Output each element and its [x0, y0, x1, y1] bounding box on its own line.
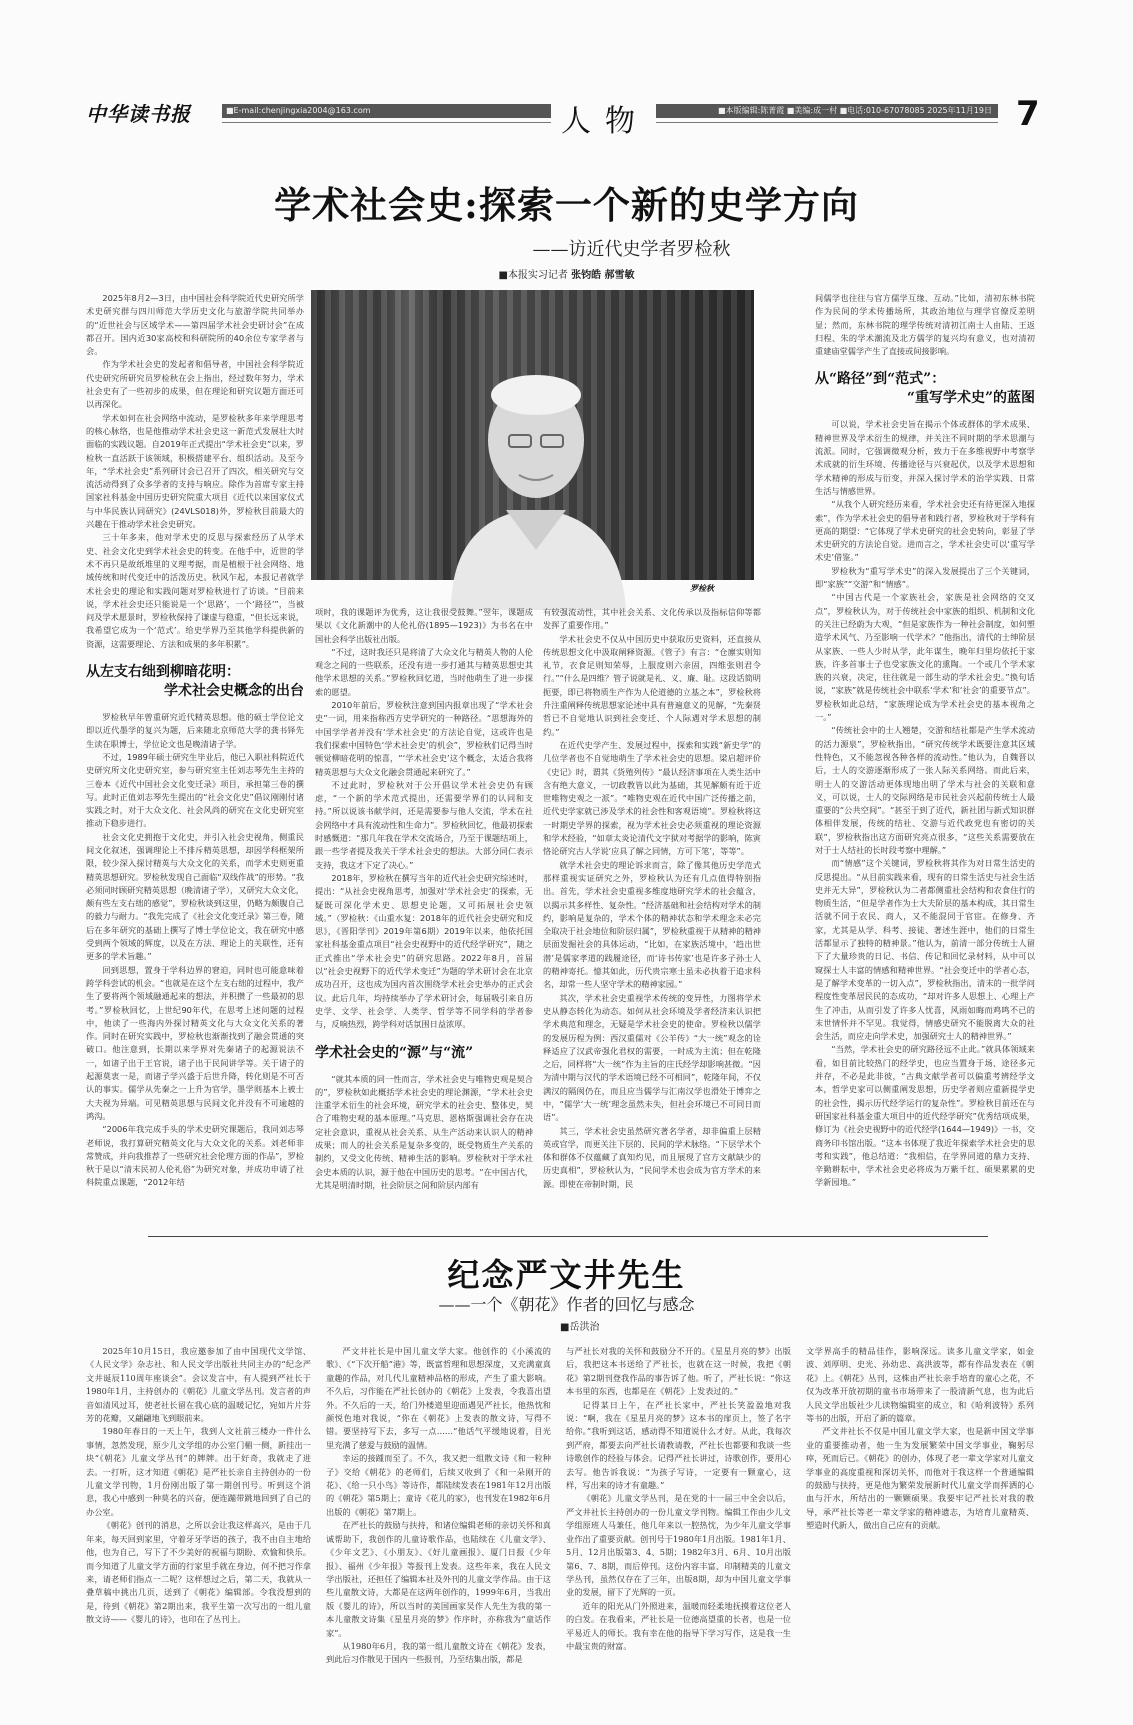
- article2-column-4: [806, 1345, 1034, 1615]
- article-byline: [0, 266, 1133, 281]
- article-subtitle: ——访近代史学者罗检秋: [532, 239, 731, 260]
- heading-line-2: 学术社会史概念的出台: [164, 683, 304, 700]
- paragraph: “2006年我完成手头的学术史研究课题后，我同刘志琴老师说，我打算研究精英文化与大众文化的关系。刘老师非常赞成，并向我推荐了一些研究社会伦理方面的作品”，罗检秋于是以“清末民初人伦礼俗”为研究对象，并成功申请了社科院重点课题，“2012年结: [86, 1124, 304, 1188]
- paragraph: 罗检秋早年曾重研究近代精英思想。他的硕士学位论文即以近代墨学的复兴为题，后来随北京师范大学的龚书铎先生读在职博士，学位论文也是晚清诸子学。: [86, 712, 304, 749]
- portrait-photo: [311, 290, 754, 580]
- paragraph: “就其本质的同一性而言，学术社会史与唯物史观是契合的”，罗检秋如此概括学术社会史的理论渊源，“学术社会史注重学术衍生的社会环境，研究学术的社会史、整体史，契合了唯物史观的基本原理。”马克思、恩格斯强调社会存在决定社会意识，重视从社会关系、从生产活动来认识人的精神成果；而人的社会关系是复杂多变的，既受物质生产关系的制约，又受文化传统、精神生活的影响。罗检秋对于学术社会史本质的认识，源于他在中国历史的思考。“在中国古代，尤其是明清时期，社会阶层之间和阶层内部有: [315, 1073, 533, 1190]
- paragraph: 2010年前后，罗检秋注意到国内报章出现了“学术社会史”一词，用来指称西方史学研究的一种路径。“思想海外的中国学学者并没有‘学术社会史’的方法论自觉，这或许也是我们探索中国特色‘学术社会史’的机会”，罗检秋们记得当时顿觉柳暗花明的惊喜，“‘学术社会史’这个概念，太适合我将精英思想与大众文化融会贯通起来研究了。”: [315, 700, 533, 777]
- paragraph: 而“情感”这个关键词，罗检秋将其作为对日常生活史的反思提出。“从目前实践来看，现有的日常生活史与社会生活史并无大异”，罗检秋认为二者都侧重社会结构和农食住行的物质生活，“但是学者作为士大夫阶层的基本构成，其日常生活就不同于农民、商人，又不能混同于官宦。在修身、齐家，尤其是从学、科考、接徒、著述生涯中，他们的日常生活都显示了独特的精神景。”他认为，前清一部分传统士人留下了大量珍贵的日记、书信、传记和回忆录材料，从中可以窥探士人丰富的情感和精神世界。“社会变迁中的学者心态，是了解学术变革的一切入点”，罗检秋指出，清末的一批学问程度性变革居民民的态成功，“却对许多人思想上、心理上产生了冲击，从而引发了许多人忧喜，风雨如晦而鸡鸣不已的末世情怀并不罕见。我觉得，情感史研究不能脱离大众的社会生活，而应走向学术史，加强研究士人的精神世界。”: [815, 858, 1035, 1042]
- paragraph: 其三，学术社会史虽然研究著名学者，却非偏重上层精英或官学，而更关注下层的、民间的学术脉络。“下层学术个体和群体不仅蕴藏了真知灼见，而且展现了官方文献缺少的历史真相”，罗检秋认为，“民间学术也会成为官方学术的来源。即使在帝制时期，民: [543, 1125, 761, 1189]
- paragraph: 《朝花》儿童文学丛刊，是在党的十一届三中全会以后，严文井社长主持创办的一份儿童文学刊物。编辑工作由少儿文学组原班人马兼任，他几年来以一腔热忱，为少年儿童文学事业作出了重要贡献。创刊号于1980年1月出版。1981年1月、5月、12月出版第3、4、5期；1982年3月、6月、10月出版第6、7、8期，而后停刊。这份内容丰富、印制精美的儿童文学丛刊，虽然仅存在了三年，出版8期，却为中国儿童文学事业的发展，留下了光辉的一页。: [566, 1493, 791, 1598]
- paragraph: 其次，学术社会史重视学术传统的变异性，力图将学术史从静态转化为动态。如何从社会环境及学者经济来认识把学术典范和理念，无疑是学术社会史的使命。罗检秋以儒学的发展历程为例：西汉重儒对《公羊传》“大一统”观念的诠释适应了汉武帝强化君权的需要，一时成为主流；但在乾隆之后，同样将“大一统”作为主旨的庄氏经学却影响甚微。“因为清中期与汉代的学术语境已经不可相同”，乾隆年间，不仅满汉的隔阂仍在，而且应当儒学与汇南汉学也滑处于博弈之中，“儒学‘大一统’理念虽然未失，但社会环境已不可同日而语”。: [543, 992, 761, 1123]
- byline-names: 张钧皓 郝雪敏: [571, 270, 635, 281]
- paragraph: 记得某日上午，在严社长家中，严社长笑盈盈地对我说：“啊，我在《星星月亮的梦》这本书的扉页上，签了名字给你。”我听到这话，感动得不知道说什么才好。从此，我每次到严府，都要去向严社长请教请教，严社长也都要和我谈一些诗歌创作的经验与体会。记得严社长讲过，诗歌创作，要用心去写。他告诉我说：“为孩子写诗，一定要有一颗童心，这样，写出来的诗才有童趣。”: [566, 1399, 791, 1491]
- article2-column-1: [86, 1345, 311, 1625]
- paragraph: 三十年多来，他对学术史的反思与探索经历了从学术史、社会文化史到学术社会史的转变。在他手中，近世的学术不再只是故纸堆里的义理考据，而是植根于社会网络、地域传统和时代变迁中的活泼历史。秋风乍起，本报记者就学术社会史的理论和实践问题对罗检秋进行了访谈。“目前来说，学术社会史还只能说是一个‘思路’，一个‘路径’”，当被问及学术愿景时，罗检秋保持了谦虚与稳重，“但长远来说，我希望它成为一个‘范式’。给史学界乃至其他学科提供新的资源，这需要理论、方法和成果的多年积累”。: [86, 532, 304, 649]
- paragraph: 学术如何在社会网络中流动，是罗检秋多年来学理思考的核心脉络，也是他推动学术社会史这一新范式发展壮大时面临的实践议题。自2019年正式提出“学术社会史”以来，罗检秋一直活跃于该领域，积极搭建平台、组织活动。及至今年，“学术社会史”系列研讨会已召开了四次，相关研究与交流活动得到了众多学者的支持与响应。除作为首席专家主持国家社科基金中国历史研究院重大项目《近代以来国家仪式与中华民族认同研究》(24VLS018)外，罗检秋目前最大的兴趣在于推动学术社会史研究。: [86, 412, 304, 530]
- paragraph: 2018年，罗检秋在撰写当年的近代社会史研究综述时，提出：“从社会史视角思考，加强对‘学术社会史’的探索，无疑既可深化学术史、思想史论题，又可拓展社会史领域。”（罗检秋：《山重水复：2018年的近代社会史研究和反思》，《晋阳学刊》2019年第6期）2019年以来，他依托国家社科基金重点项目“社会史视野中的近代经学研究”，随之正式推出“学术社会史”的研究思路。2022年8月，首届以“社会史视野下的近代学术变迁”为题的学术研讨会在北京成功召开，这也成为国内首次围绕学术社会史举办的正式会议。此后几年，均持续举办了学术研讨会，每届吸引来自历史学、文学、社会学、人类学、哲学等不同学科的学者参与，反响热烈，跨学科对话氛围日益浓厚。: [315, 872, 533, 1030]
- paragraph: 严文井社长是中国儿童文学大家。他创作的《小溪流的歌》、《“下次开船”港》等，既富哲理和思想深度，又充满童真童趣的作品，对几代儿童精神品格的形成，产生了重大影响。不久后，习作能在严社长创办的《朝花》上发表，令我喜出望外。不久后的一天，给门外楼道里迎面遇见严社长，他热忱和颜悦色地对我说，“你在《朝花》上发表的散文诗，写得不错。要坚持写下去，多写一点……”他话气平缓地说着，目光里充满了慈爱与鼓励的温情。: [326, 1346, 551, 1450]
- email-bar: ■E-mail:chenjingxia2004@163.com: [222, 104, 551, 118]
- paragraph: 2025年8月2—3日，由中国社会科学院近代史研究所学术史研究群与四川师范大学历史文化与旅游学院共同举办的“近世社会与区域学术——第四届学术社会史研讨会”在成都召开。国内近30家高校和科研院所的40余位专家学者与会。: [86, 293, 304, 357]
- paragraph: 在严社长的鼓励与扶持，和诸位编辑老师的亲切关怀和真诚帮助下，我创作的儿童诗歌作品，也陆续在《儿童文学》、《少年文艺》、《小朋友》、《好儿童画报》、厦门日报《少年报》、福州《少年报》等报刊上发表。这些年来，我在人民文学出版社，还担任了编辑本社及外刊的儿童文学作品。由于这些儿童散文诗，大都是在这两年创作的，1999年6月，当我出版《婴儿的诗》，所以当时的美国画家吴作人先生为我的第一本儿童散文诗集《星星月亮的梦》作序时，亦称我为“童话作家”。: [326, 1520, 551, 1638]
- paragraph: 1980年春日的一天上午，我到人文社前三楼办一件什么事情，忽然发现，原少儿文学组的办公室门楣一侧，新挂出一块“《朝花》儿童文学丛刊”的牌牌。出于好奇，我就走了进去。一打听，这才知道《朝花》是严社长亲自主持创办的一份儿童文学刊物，1月份刚出版了第一期创刊号。听到这个消息，我心中感到一种莫名的兴奋，便连蹦带跳地回到了自己的办公室。: [86, 1426, 311, 1517]
- section-title: 人物: [561, 104, 649, 139]
- article1-column-2: [315, 606, 533, 1232]
- masthead-rule-right: [656, 122, 998, 123]
- paragraph: 有较强流动性，其中社会关系、文化传承以及指标信仰等都发挥了重要作用。”: [543, 607, 761, 631]
- paragraph: “传统社会中的士人翘楚，交游和结社都是产生学术流动的活力源泉”，罗检秋指出，“研究传统学术既要注意其区域性特色，又不能忽视各种各样的流动性。”他认为，自魏晋以后，士人的交游逐渐形成了一张人际关系网络。而此后来，明士人的交游活动更体现地出明了学术与社会的关联和意义，可以说，士人的交际网络是市民社会兴起前传统士人最重要的“公共空间”。“甚至于到了近代，新社团与新式知识群体相伴发展，传统的结社、交游与近代政党也有密切的关联”，罗检秋指出这方面研究亮点很多，“这些关系需要放在对于士人结社的长时段考察中理解。”: [815, 725, 1035, 855]
- paragraph: 社会文化史拥抱于文化史，并引入社会史视角，侧重民间文化叙述，强调理论上不排斥精英思想，却因学科框架所限，较少深入探讨精英与大众文化的关系，而学术史则更重精英思想研究。罗检秋发现自己面临“双线作战”的形势。“我必须同时顾研究精英思想（晚清诸子学），又研究大众文化，颇有些左支右绌的感觉”，罗检秋谈到这里，仍略为颇腹自己的毅力与耐力。“我先完成了《社会文化变迁录》第三卷，随后在多年研究的基础上撰写了博士学位论文，我在研究中感受到两个领域的辉度，以及在方法、理论上的关联性，还有更多的学术旨趣。”: [86, 831, 304, 962]
- paragraph: 间儒学也往往与官方儒学互缘、互动。”比如，清初东林书院作为民间的学术传播场所，其政治地位与理学官僚反差明显；然而，东林书院的理学传统对清初江南士人由陆、王返归程、朱的学术潮流及北方儒学的复兴均有意义，也对清初重建庙堂儒学产生了直接或间接影响。: [815, 293, 1035, 357]
- heading-line-2: “重写学术史”的蓝图: [906, 390, 1035, 407]
- section-heading-2: 学术社会史的“源”与“流”: [315, 1044, 474, 1061]
- paragraph: 可以说，学术社会史旨在揭示个体或群体的学术成果、精神世界及学术衍生的规律，并关注不同时期的学术思潮与流派。同时，它强调微观分析，致力于在多维视野中考察学术成就的衍生环境、传播途径与兴衰起伏，以及学术思想和学术精神的形成与衍变，并深入探讨学术的治学实践、日常生活与情感世界。: [815, 419, 1035, 496]
- paragraph: “从我个人研究经历来看，学术社会史还有待更深入地探索”，作为学术社会史的倡导者和践行者，罗检秋对于学科有更高的期望：“它体现了学术史研究的社会史转向，彰显了学术史研究的方法论自觉。进而言之，学术社会史可以‘重写学术史’借鉴。”: [815, 499, 1035, 563]
- article2-title: 纪念严文井先生: [447, 1256, 686, 1294]
- article1-column-1: [86, 292, 304, 1232]
- paragraph: “不过，这时我还只是将清了大众文化与精英人物的人伦观念之间的一些联系，还没有进一步打通其与精英思想史其他学术思想的关系。”罗检秋回忆道，当时他萌生了进一步探索的愿望。: [315, 646, 533, 697]
- paragraph: 从1980年6月，我的第一组儿童散文诗在《朝花》发表，到此后习作散见于国内一些报刊，乃至结集出版，都是: [326, 1640, 551, 1665]
- paragraph: 2025年10月15日，我应邀参加了由中国现代文学馆、《人民文学》杂志社、和人民文学出版社共同主办的“纪念严文井诞辰110周年座谈会”。会议发言中，有人提到严社长于1980年1月，主持创办的《朝花》儿童文学丛刊。发言者的声音如清风过耳，使老社长留在我心底的温暖记忆，宛如片片芬芳的花瓣，又翩翩地飞到眼前来。: [86, 1346, 311, 1424]
- paragraph: 近年的阳光从门外照进来，温暖而轻柔地抚摸着这位老人的白发。在我看来，严社长是一位德高望重的长者，也是一位平易近人的师长。我有幸在他的指导下学习写作，这是我一生中最宝贵的财富。: [566, 1600, 791, 1651]
- article2-column-3: [566, 1345, 791, 1651]
- article2-column-2: [326, 1345, 551, 1665]
- article-divider: [148, 1236, 988, 1237]
- newspaper-logo: 中华读书报: [86, 102, 191, 126]
- paragraph: 就学术社会史的理论诉求而言，除了像其他历史学范式那样重视实证研究之外，罗检秋认为还有几点值得特别指出。首先，学术社会史重视多维度地研究学术的社会蕴含，以揭示其多样性、复杂性。“经济基础和社会结构对学术的制约，影响是复杂的，学术个体的精神状态和学术理念未必完全取决于社会地位和阶层归属”，罗检秋重视于从精神的精神层面发掘社会的具体运动，“比如，在家族活境中，‘趋出世潜’是儒家孝道的践履途径，而‘诗书传家’也是许多子孙士人的精神寄托。憶其如此，历代贵宗寒士虽未必执着于追求科名，却常一些人坚守学术的精神家园。”: [543, 859, 761, 990]
- paragraph: “中国古代是一个家族社会，家族是社会网络的交叉点”，罗检秋认为，对于传统社会中家族的组织、机制和文化的关注已经蔚为大观，“但是家族作为一种社会制度，如何塑造学术风气、乃至影响一代学术？”他指出，清代的士绅阶层从家族、一些人少时从学，此年谋生，晚年归里均依托于家族，许多首事士子也受家族文化的熏陶。一个或几个学术家族的兴衰，决定，往往就是一部生动的学术社会史。”换句话说，“家族”就是传统社会中联系‘学术’和‘社会’的重要节点”。罗检秋如此总结，“家族理论成为学术社会史的基本视角之一。”: [815, 592, 1035, 723]
- paragraph: 项时，我的课题评为优秀，这让我很受鼓舞。”翌年，课题成果以《文化新潮中的人伦礼俗(1895—1923)》为书名在中国社会科学出版社出版。: [315, 607, 533, 644]
- section-heading-1: [86, 663, 304, 701]
- masthead-rule-left: [222, 122, 551, 123]
- byline-prefix: ■本报实习记者: [498, 270, 568, 281]
- page-number: 7: [1016, 94, 1040, 134]
- paragraph: 严文井社长不仅是中国儿童文学大家，也是新中国文学事业的重要推动者，他一生为发展繁荣中国文学事业，鞠躬尽瘁，死而后已。《朝花》的创办，体现了老一辈文学家对儿童文学事业的高度重视和深切关怀，而他对于我这样一个普通编辑的鼓励与扶持，更是他为繁荣发展新时代儿童文学而挥洒的心血与汗水，所结出的一颗颗硕果。我要牢记严社长对我的教导，承严社长等老一辈文学家的精神遗志，为培育儿童精英、塑造时代新人，做出自己应有的贡献。: [806, 1426, 1034, 1531]
- paragraph: “当然，学术社会史的研究路径远不止此。”就具体领域来看，如目前比较热门的经学史，也应当置身于场、途径多元并存，不必是此非彼，“古典文献学者可以偏重考辨经学文本，哲学史家可以侧重阐发思想，历史学者则应重新提学史的社会性，揭示历代经学运行的复杂性”。罗检秋目前还在与研国家社科基金重大项目中的近代经学研究”优秀结项成果，修订为《社会史视野中的近代经学(1644—1949)》一书，交商务印书馆出版。“这本书体现了我近年探索学术社会史的思考和实践”，他总结道：“我相信，在学界同道的鼎力支持、辛勤耕耘中，学术社会史必将成为万紫千红、硕果累累的史学新园地。”: [815, 1044, 1035, 1188]
- paragraph: 不过此时，罗检秋对于公开倡议学术社会史仍有顾虑，“一个新的学术范式提出，还需要学界们的认同和支持。”所以说该书献学问，还是需要参与他人交流，学术在社会网络中才具有流动性和生命力”。罗检秋回忆，他最初探索时感慨道：“那几年我在学术交流场合，乃至于课题结项上，跟一些学者提及我关于学术社会史的想法。大部分同仁表示支持，我这才下定了决心。”: [315, 779, 533, 870]
- paragraph: 《朝花》创刊的消息，之所以会让我这样高兴，是由于几年来，每天回到家里，守着牙牙学语的孩子，我不由自主地给他，也为自己，写下了不少美好的祝福与期盼、欢愉和快乐。而今知道了儿童文学方面的行家里手就在身边，何不把习作拿来，请老师们指点一二呢？这样想过之后，第二天，我就从一叠草稿中挑出几页，送到了《朝花》编辑部。令我没想到的是，待到《朝花》第2期出来，我平生第一次写出的一组儿童散文诗——《婴儿的诗》，也印在了丛刊上。: [86, 1520, 311, 1625]
- editor-info-bar: ■本版编辑:陈菁霞 ■美编:成一村 ■电话:010-67078085 2025年11月19日: [656, 104, 998, 118]
- article1-column-4: [815, 292, 1035, 1197]
- paragraph: 在近代史学产生、发展过程中，探索和实践“新史学”的几位学者也不自觉地萌生了学术社会史的思想。梁启超评价《史记》时，谓其《货殖列传》“最认经济事项在人类生活中含有绝大意义，一切政教皆以此为基础，其见解颇有近于近世唯物史观之一派”。“唯物史观在近代中国广泛传播之前，近代史学家就已涉及学术的社会性和客观语境”。罗检秋将这一时期史学界的探索，视为学术社会史必须重视的理论资源和学术经验，“如章太炎论清代文字狱对考据学的影响，陈寅恪论研究古人学说‘应具了解之同情，方可下笔’，等等”。: [543, 739, 761, 857]
- paragraph: 与严社长对我的关怀和鼓励分不开的。《星星月亮的梦》出版后，我把这本书送给了严社长，也就在这一时候，我把《朝花》第2期刊登我作品的事告诉了他。听了，严社长说：“你这本书里的东西，也都是在《朝花》上发表过的。”: [566, 1346, 791, 1397]
- paragraph: 文学界高手的精品佳作，影响深远。读多儿童文学家，如金波、刘厚明、史光、孙幼忠、高洪波等，都有作品发表在《朝花》上。《朝花》丛刊，这株由严社长亲手培育的童心之花，不仅为改革开放初期的童书市场带来了一股清新气息，也为此后人民文学出版社少儿读物编辑室的成立，和《哈利波特》系列等书的出版，开启了新的篇章。: [806, 1346, 1034, 1424]
- paragraph: 幸运的接踵而至了。不久，我又把一组散文诗《和一粒种子》交给《朝花》的老师们，后续又收到了《和一朵刚开的花》、《给一只小鸟》等诗作，都陆续发表在1981年12月出版的《朝花》第5期上；童诗《花儿的家》，也刊发在1982年6月出版的《朝花》第7期上。: [326, 1453, 551, 1517]
- paragraph: 学术社会史不仅从中国历史中获取历史资料，还直接从传统思想文化中汲取阐释资源。《管子》有言：“仓廪实则知礼节，衣食足则知荣辱，上服度则六亲固，四维张则君令行。”“什么是四维？管子说就是礼、义、廉、耻。这段话简明扼要，即已将物质生产作为人伦道德的立基之本”，罗检秋将升注重阐释传统思想家论述中具有普遍意义的见解，“先秦贤哲已不自觉地认识到社会变迁、个人际遇对学术思想的制约。”: [543, 633, 761, 737]
- article1-column-3: [543, 606, 761, 1232]
- article2-byline: ■岳洪治: [560, 1322, 600, 1333]
- photo-caption: 罗检秋: [690, 584, 714, 593]
- paragraph: 回到思想，置身于学科边界的窘迫，同时也可能意味着跨学科尝试的机会。“也就是在这个左支右绌的过程中，我产生了要将两个领域融通起来的想法，并积攒了一些最初的思考。”罗检秋回忆，上世纪90年代，在思考上述问题的过程中，他读了一些海内外探讨精英文化与大众文化关系的著作。同时在研究实践中，罗检秋也渐渐找到了融会贯通的突破口。他注意到，长期以来学界对先秦诸子的起源说法不一，如诸子出于王官说，诸子出于民间讲学等。关于诸子的起源莫衷一是，而诸子学兴盛于后世升降，转化则是不可否认的事实。儒学从先秦之一上升为官学，墨学则基本上被士大夫视为异端。可见精英思想与民间文化并没有不可逾越的鸿沟。: [86, 964, 304, 1121]
- section-heading-3: [815, 370, 1035, 408]
- heading-line-1: 从左支右绌到柳暗花明：: [86, 664, 240, 681]
- person-portrait-image: [421, 360, 651, 610]
- article2-subtitle: ——一个《朝花》作者的回忆与感念: [438, 1295, 695, 1314]
- heading-line-1: 从“路径”到“范式”：: [815, 371, 946, 388]
- paragraph: 作为学术社会史的发起者和倡导者，中国社会科学院近代史研究所研究员罗检秋在会上指出，经过数年努力，学术社会史有了一些初步的成果，但在理论和研究议题方面还可以再深化。: [86, 359, 304, 410]
- masthead: [86, 94, 1046, 139]
- article-title: 学术社会史:探索一个新的史学方向: [274, 183, 859, 227]
- paragraph: 不过，1989年硕士研究生毕业后，他已入职社科院近代史研究所文化史研究室，参与研究室主任刘志琴先生主持的三卷本《近代中国社会文化变迁录》项目，承担第三卷的撰写。此时正值刘志琴先生提出的“社会文化史”倡议刚刚付诸实践之时，对于大众文化、社会风尚的研究在文化史研究室推动下稳步进行。: [86, 751, 304, 829]
- paragraph: 罗检秋为“重写学术史”的深入发展提出了三个关键词，即“家族”“交游”和“情感”。: [815, 565, 1035, 590]
